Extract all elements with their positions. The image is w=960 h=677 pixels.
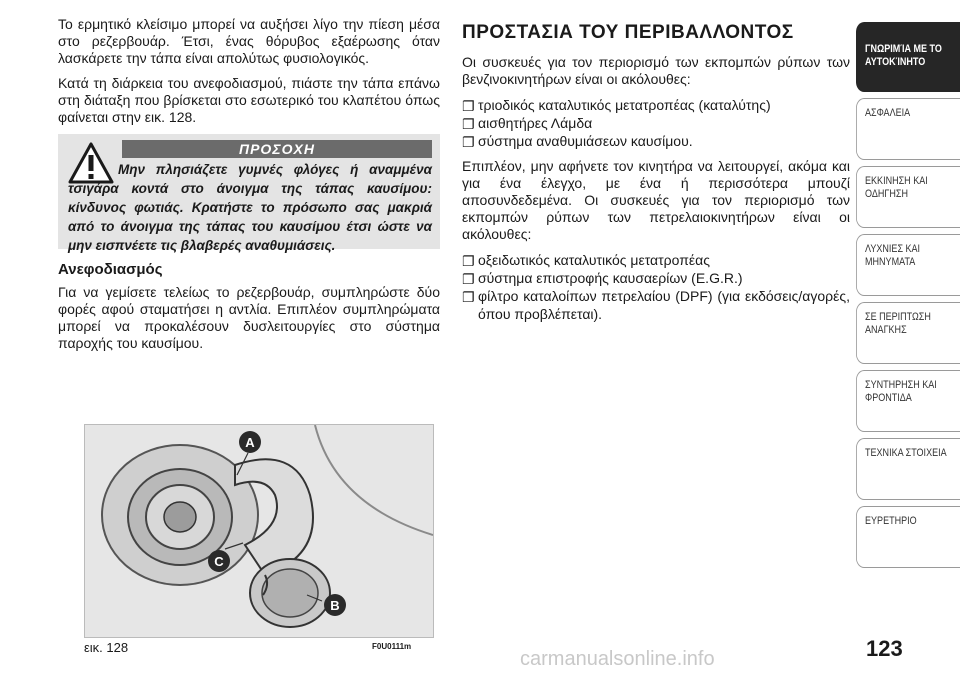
list-item: ❐ σύστημα αναθυμιάσεων καυσίμου.	[462, 133, 693, 150]
checkbox-bullet-icon: ❐	[462, 98, 475, 114]
tab-emergency[interactable]: ΣΕ ΠΕΡΙΠΤΩΣΗ ΑΝΑΓΚΗΣ	[856, 302, 960, 364]
warning-box	[58, 134, 440, 253]
svg-text:A: A	[245, 435, 255, 450]
figure-code: F0U0111m	[372, 642, 412, 651]
list-item: ❐ τριοδικός καταλυτικός μετατροπέας (καταλύτης)	[462, 97, 771, 114]
checkbox-bullet-icon: ❐	[462, 253, 475, 269]
petrol-device-list	[462, 96, 850, 150]
paragraph-hold-cap: Κατά τη διάρκεια του ανεφοδιασμού, πιάστε την τάπα επάνω στη διάταξη που βρίσκεται στο εσωτερικό του κλαπέτου όπως φαίνεται στην εικ. 128.	[58, 75, 440, 125]
page-number: 123	[866, 636, 903, 661]
tab-maintenance[interactable]: ΣΥΝΤΗΡΗΣΗ ΚΑΙ ΦΡΟΝΤΙΔΑ	[856, 370, 960, 432]
label-b-marker	[324, 594, 346, 616]
list-item: ❐ αισθητήρες Λάμδα	[462, 115, 593, 132]
diesel-device-list	[462, 251, 850, 323]
watermark: carmanualsonline.info	[520, 648, 715, 670]
label-a-marker	[239, 431, 261, 453]
refuel-text: Για να γεμίσετε τελείως το ρεζερβουάρ, συμπληρώστε δύο φορές αφού σταματήσει η αντλία. Επιπλέον συμπληρώματα μπορεί να προκαλέσουν δυσλειτουργίες στο σύστημα παροχής του καυσίμου.	[58, 284, 440, 351]
paragraph-seal-pressure: Το ερμητικό κλείσιμο μπορεί να αυξήσει λίγο την πίεση μέσα στο ρεζερβουάρ. Έτσι, ένας θόρυβος εξαέρωσης όταν λασκάρετε την τάπα είναι απολύτως φυσιολογικός.	[58, 16, 440, 66]
list-item: ❐ οξειδωτικός καταλυτικός μετατροπέας	[462, 252, 710, 269]
checkbox-bullet-icon: ❐	[462, 271, 475, 287]
figure-caption: εικ. 128	[84, 640, 129, 655]
checkbox-bullet-icon: ❐	[462, 289, 475, 305]
section-title: ΠΡΟΣΤΑΣΙΑ ΤΟΥ ΠΕΡΙΒΑΛΛΟΝΤΟΣ	[462, 22, 794, 43]
label-c-marker	[208, 550, 230, 572]
refuel-heading: Ανεφοδιασμός	[58, 261, 163, 278]
diesel-intro: Επιπλέον, μην αφήνετε τον κινητήρα να λειτουργεί, ακόμα και για ένα έλεγχο, με ένα ή περισσότερα μπουζί αποσυνδεδεμένα. Οι συσκευές για τον περιορισμό των εκπομπών ρύπων των πετρελαιοκινητήρων είναι οι ακόλουθες:	[462, 158, 850, 242]
checkbox-bullet-icon: ❐	[462, 134, 475, 150]
tab-starting-driving[interactable]: ΕΚΚΙΝΗΣΗ ΚΑΙ ΟΔΗΓΗΣΗ	[856, 166, 960, 228]
tab-index[interactable]: ΕΥΡΕΤΗΡΙΟ	[856, 506, 960, 568]
petrol-intro: Οι συσκευές για τον περιορισμό των εκπομπών ρύπων των βενζινοκινητήρων είναι οι ακόλουθες:	[462, 54, 850, 87]
checkbox-bullet-icon: ❐	[462, 116, 475, 132]
svg-text:B: B	[330, 598, 340, 613]
tab-safety[interactable]: ΑΣΦΑΛΕΙΑ	[856, 98, 960, 160]
fuel-cap-illustration	[85, 425, 433, 637]
warning-text: Μην πλησιάζετε γυμνές φλόγες ή αναμμένα τσιγάρα κοντά στο άνοιγμα της τάπας καυσίμου: κίνδυνος φωτιάς. Κρατήστε το πρόσωπο σας μακριά από το άνοιγμα της τάπας του καυσίμου έτσι ώστε να μην εισπνέετε τις βλαβερές αναθυμιάσεις.	[68, 162, 432, 253]
svg-text:C: C	[214, 554, 224, 569]
left-column	[58, 16, 440, 360]
right-column	[462, 16, 850, 331]
figure-fuel-cap	[84, 424, 434, 638]
list-item: ❐ σύστημα επιστροφής καυσαερίων (E.G.R.)	[462, 270, 743, 287]
tab-getting-to-know[interactable]: ΓΝΩΡΙΜΊΑ ΜΕ ΤΟ ΑΥΤΟΚΊΝΗΤΟ	[856, 22, 960, 92]
warning-title: ΠΡΟΣΟΧΗ	[122, 140, 432, 158]
tab-warning-lights[interactable]: ΛΥΧΝΙΕΣ ΚΑΙ ΜΗΝΥΜΑΤΑ	[856, 234, 960, 296]
tab-technical-data[interactable]: ΤΕΧΝΙΚΑ ΣΤΟΙΧΕΙΑ	[856, 438, 960, 500]
chapter-sidebar	[856, 22, 960, 574]
list-item: ❐ φίλτρο καταλοίπων πετρελαίου (DPF) (για εκδόσεις/αγορές, όπου προβλέπεται).	[462, 288, 850, 322]
